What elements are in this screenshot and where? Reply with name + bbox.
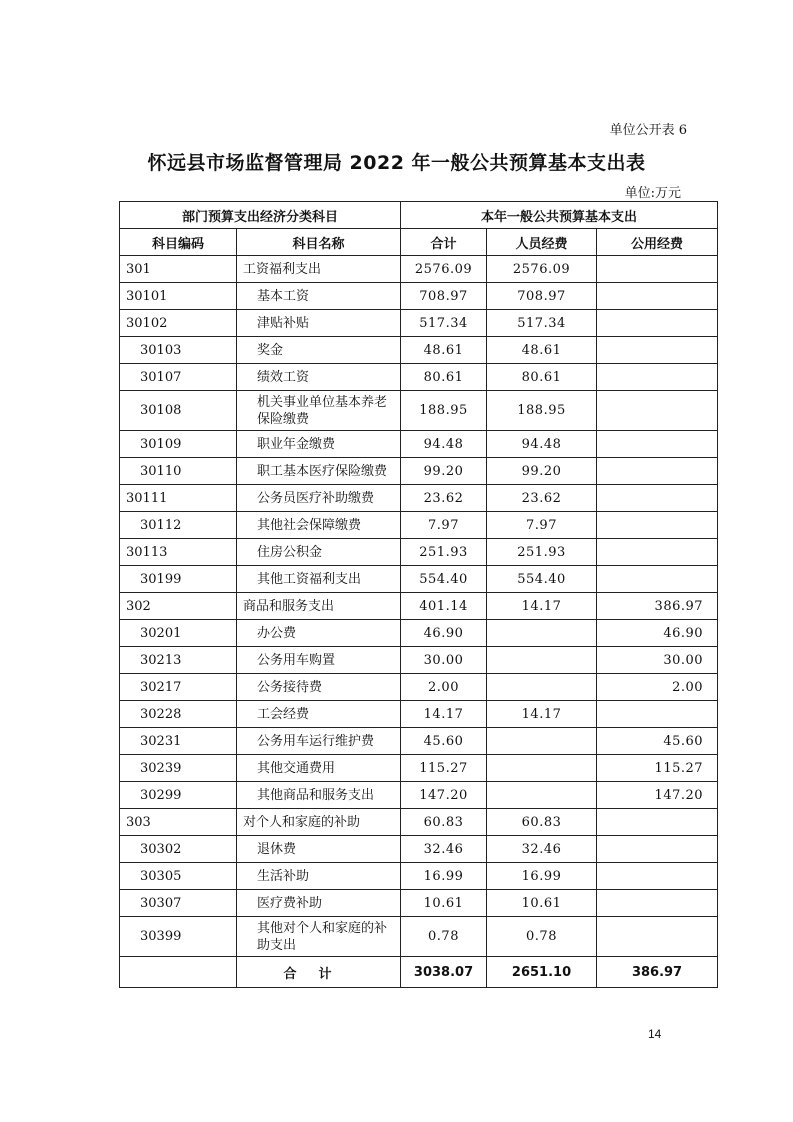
cell-code: 30302: [120, 836, 237, 863]
cell-personnel: 32.46: [487, 836, 597, 863]
total-row-personnel: 2651.10: [487, 957, 597, 988]
cell-public: 2.00: [597, 674, 718, 701]
group-header-classification: 部门预算支出经济分类科目: [120, 202, 401, 229]
cell-public: [597, 917, 718, 957]
table-row: [120, 917, 718, 957]
cell-name: 津贴补贴: [237, 310, 401, 337]
cell-public: [597, 809, 718, 836]
cell-personnel: 2576.09: [487, 256, 597, 283]
cell-personnel: [487, 755, 597, 782]
cell-code: 30110: [120, 458, 237, 485]
table-row: [120, 809, 718, 836]
table-row: [120, 755, 718, 782]
cell-name: 生活补助: [237, 863, 401, 890]
cell-total: 147.20: [401, 782, 487, 809]
cell-total: 10.61: [401, 890, 487, 917]
cell-name: 退休费: [237, 836, 401, 863]
column-header-personnel: 人员经费: [487, 229, 597, 256]
cell-total: 94.48: [401, 431, 487, 458]
cell-personnel: 48.61: [487, 337, 597, 364]
cell-personnel: 10.61: [487, 890, 597, 917]
cell-total: 60.83: [401, 809, 487, 836]
cell-public: 45.60: [597, 728, 718, 755]
table-row: [120, 701, 718, 728]
table-row: [120, 458, 718, 485]
cell-total: 251.93: [401, 539, 487, 566]
cell-name: 机关事业单位基本养老保险缴费: [237, 391, 401, 431]
cell-public: [597, 337, 718, 364]
cell-personnel: [487, 674, 597, 701]
cell-code: 303: [120, 809, 237, 836]
form-number: 单位公开表 6: [609, 123, 687, 138]
cell-public: [597, 485, 718, 512]
cell-personnel: 23.62: [487, 485, 597, 512]
table-row: [120, 391, 718, 431]
table-row: [120, 647, 718, 674]
cell-public: [597, 256, 718, 283]
cell-name: 医疗费补助: [237, 890, 401, 917]
cell-total: 14.17: [401, 701, 487, 728]
table-row: [120, 364, 718, 391]
cell-name: 商品和服务支出: [237, 593, 401, 620]
cell-name: 办公费: [237, 620, 401, 647]
cell-public: [597, 431, 718, 458]
table-row: [120, 539, 718, 566]
cell-code: 30305: [120, 863, 237, 890]
cell-name: 绩效工资: [237, 364, 401, 391]
budget-table: [119, 201, 718, 988]
cell-total: 46.90: [401, 620, 487, 647]
cell-code: 30101: [120, 283, 237, 310]
cell-public: [597, 283, 718, 310]
column-header-public: 公用经费: [597, 229, 718, 256]
total-row-empty: [120, 957, 237, 988]
page-title: 怀远县市场监督管理局 2022 年一般公共预算基本支出表: [147, 152, 646, 174]
cell-code: 30107: [120, 364, 237, 391]
table-row: [120, 620, 718, 647]
cell-code: 30239: [120, 755, 237, 782]
cell-personnel: [487, 647, 597, 674]
cell-code: 30399: [120, 917, 237, 957]
cell-code: 30102: [120, 310, 237, 337]
cell-total: 48.61: [401, 337, 487, 364]
page-number: 14: [648, 1027, 662, 1041]
cell-name: 公务接待费: [237, 674, 401, 701]
cell-personnel: 517.34: [487, 310, 597, 337]
cell-name: 其他商品和服务支出: [237, 782, 401, 809]
cell-public: [597, 890, 718, 917]
cell-total: 2.00: [401, 674, 487, 701]
cell-public: [597, 364, 718, 391]
cell-name: 公务用车运行维护费: [237, 728, 401, 755]
cell-total: 708.97: [401, 283, 487, 310]
cell-total: 80.61: [401, 364, 487, 391]
table-row: [120, 728, 718, 755]
cell-name: 其他工资福利支出: [237, 566, 401, 593]
table-row: [120, 863, 718, 890]
cell-name: 职工基本医疗保险缴费: [237, 458, 401, 485]
cell-personnel: 251.93: [487, 539, 597, 566]
cell-public: 115.27: [597, 755, 718, 782]
cell-name: 工资福利支出: [237, 256, 401, 283]
cell-name: 其他社会保障缴费: [237, 512, 401, 539]
cell-name: 对个人和家庭的补助: [237, 809, 401, 836]
cell-code: 30112: [120, 512, 237, 539]
table-row: [120, 512, 718, 539]
cell-public: 147.20: [597, 782, 718, 809]
cell-name: 奖金: [237, 337, 401, 364]
cell-total: 115.27: [401, 755, 487, 782]
cell-code: 30231: [120, 728, 237, 755]
table-column-header-row: [120, 229, 718, 256]
cell-name: 公务用车购置: [237, 647, 401, 674]
cell-total: 16.99: [401, 863, 487, 890]
table-row: [120, 256, 718, 283]
cell-public: [597, 458, 718, 485]
table-row: [120, 283, 718, 310]
cell-name: 基本工资: [237, 283, 401, 310]
cell-public: [597, 512, 718, 539]
cell-name: 职业年金缴费: [237, 431, 401, 458]
total-row-label: 合计: [237, 957, 401, 988]
cell-name: 公务员医疗补助缴费: [237, 485, 401, 512]
cell-total: 45.60: [401, 728, 487, 755]
cell-total: 188.95: [401, 391, 487, 431]
cell-total: 7.97: [401, 512, 487, 539]
column-header-total: 合计: [401, 229, 487, 256]
total-row-sum: 3038.07: [401, 957, 487, 988]
table-row: [120, 310, 718, 337]
cell-personnel: 7.97: [487, 512, 597, 539]
cell-personnel: 188.95: [487, 391, 597, 431]
cell-code: 30199: [120, 566, 237, 593]
group-header-expenditure: 本年一般公共预算基本支出: [401, 202, 718, 229]
cell-public: [597, 539, 718, 566]
cell-public: [597, 701, 718, 728]
cell-total: 23.62: [401, 485, 487, 512]
cell-public: 386.97: [597, 593, 718, 620]
cell-name: 住房公积金: [237, 539, 401, 566]
cell-total: 0.78: [401, 917, 487, 957]
cell-code: 301: [120, 256, 237, 283]
cell-personnel: 60.83: [487, 809, 597, 836]
cell-name: 其他交通费用: [237, 755, 401, 782]
cell-code: 30111: [120, 485, 237, 512]
table-row: [120, 593, 718, 620]
cell-personnel: [487, 620, 597, 647]
table-row: [120, 431, 718, 458]
cell-personnel: 94.48: [487, 431, 597, 458]
cell-personnel: 554.40: [487, 566, 597, 593]
cell-public: 30.00: [597, 647, 718, 674]
total-row-public: 386.97: [597, 957, 718, 988]
cell-code: 30113: [120, 539, 237, 566]
table-row: [120, 566, 718, 593]
cell-total: 517.34: [401, 310, 487, 337]
cell-code: 30109: [120, 431, 237, 458]
cell-personnel: 14.17: [487, 701, 597, 728]
total-row: [120, 957, 718, 988]
cell-public: [597, 863, 718, 890]
cell-public: [597, 391, 718, 431]
cell-code: 30299: [120, 782, 237, 809]
table-row: [120, 836, 718, 863]
cell-personnel: 99.20: [487, 458, 597, 485]
cell-code: 30307: [120, 890, 237, 917]
cell-total: 2576.09: [401, 256, 487, 283]
cell-public: 46.90: [597, 620, 718, 647]
cell-personnel: [487, 728, 597, 755]
cell-personnel: 80.61: [487, 364, 597, 391]
table-row: [120, 890, 718, 917]
cell-code: 30201: [120, 620, 237, 647]
cell-code: 30103: [120, 337, 237, 364]
cell-total: 401.14: [401, 593, 487, 620]
cell-public: [597, 836, 718, 863]
table-row: [120, 674, 718, 701]
unit-label: 单位:万元: [624, 186, 681, 201]
cell-public: [597, 310, 718, 337]
table-row: [120, 337, 718, 364]
cell-code: 30213: [120, 647, 237, 674]
cell-name: 工会经费: [237, 701, 401, 728]
table-group-header-row: [120, 202, 718, 229]
cell-public: [597, 566, 718, 593]
table-row: [120, 782, 718, 809]
cell-code: 30108: [120, 391, 237, 431]
column-header-name: 科目名称: [237, 229, 401, 256]
cell-total: 32.46: [401, 836, 487, 863]
cell-code: 30217: [120, 674, 237, 701]
cell-personnel: 708.97: [487, 283, 597, 310]
cell-personnel: 0.78: [487, 917, 597, 957]
cell-code: 30228: [120, 701, 237, 728]
cell-total: 99.20: [401, 458, 487, 485]
column-header-code: 科目编码: [120, 229, 237, 256]
cell-personnel: [487, 782, 597, 809]
cell-total: 554.40: [401, 566, 487, 593]
cell-personnel: 16.99: [487, 863, 597, 890]
cell-personnel: 14.17: [487, 593, 597, 620]
cell-code: 302: [120, 593, 237, 620]
cell-total: 30.00: [401, 647, 487, 674]
cell-name: 其他对个人和家庭的补助支出: [237, 917, 401, 957]
table-row: [120, 485, 718, 512]
